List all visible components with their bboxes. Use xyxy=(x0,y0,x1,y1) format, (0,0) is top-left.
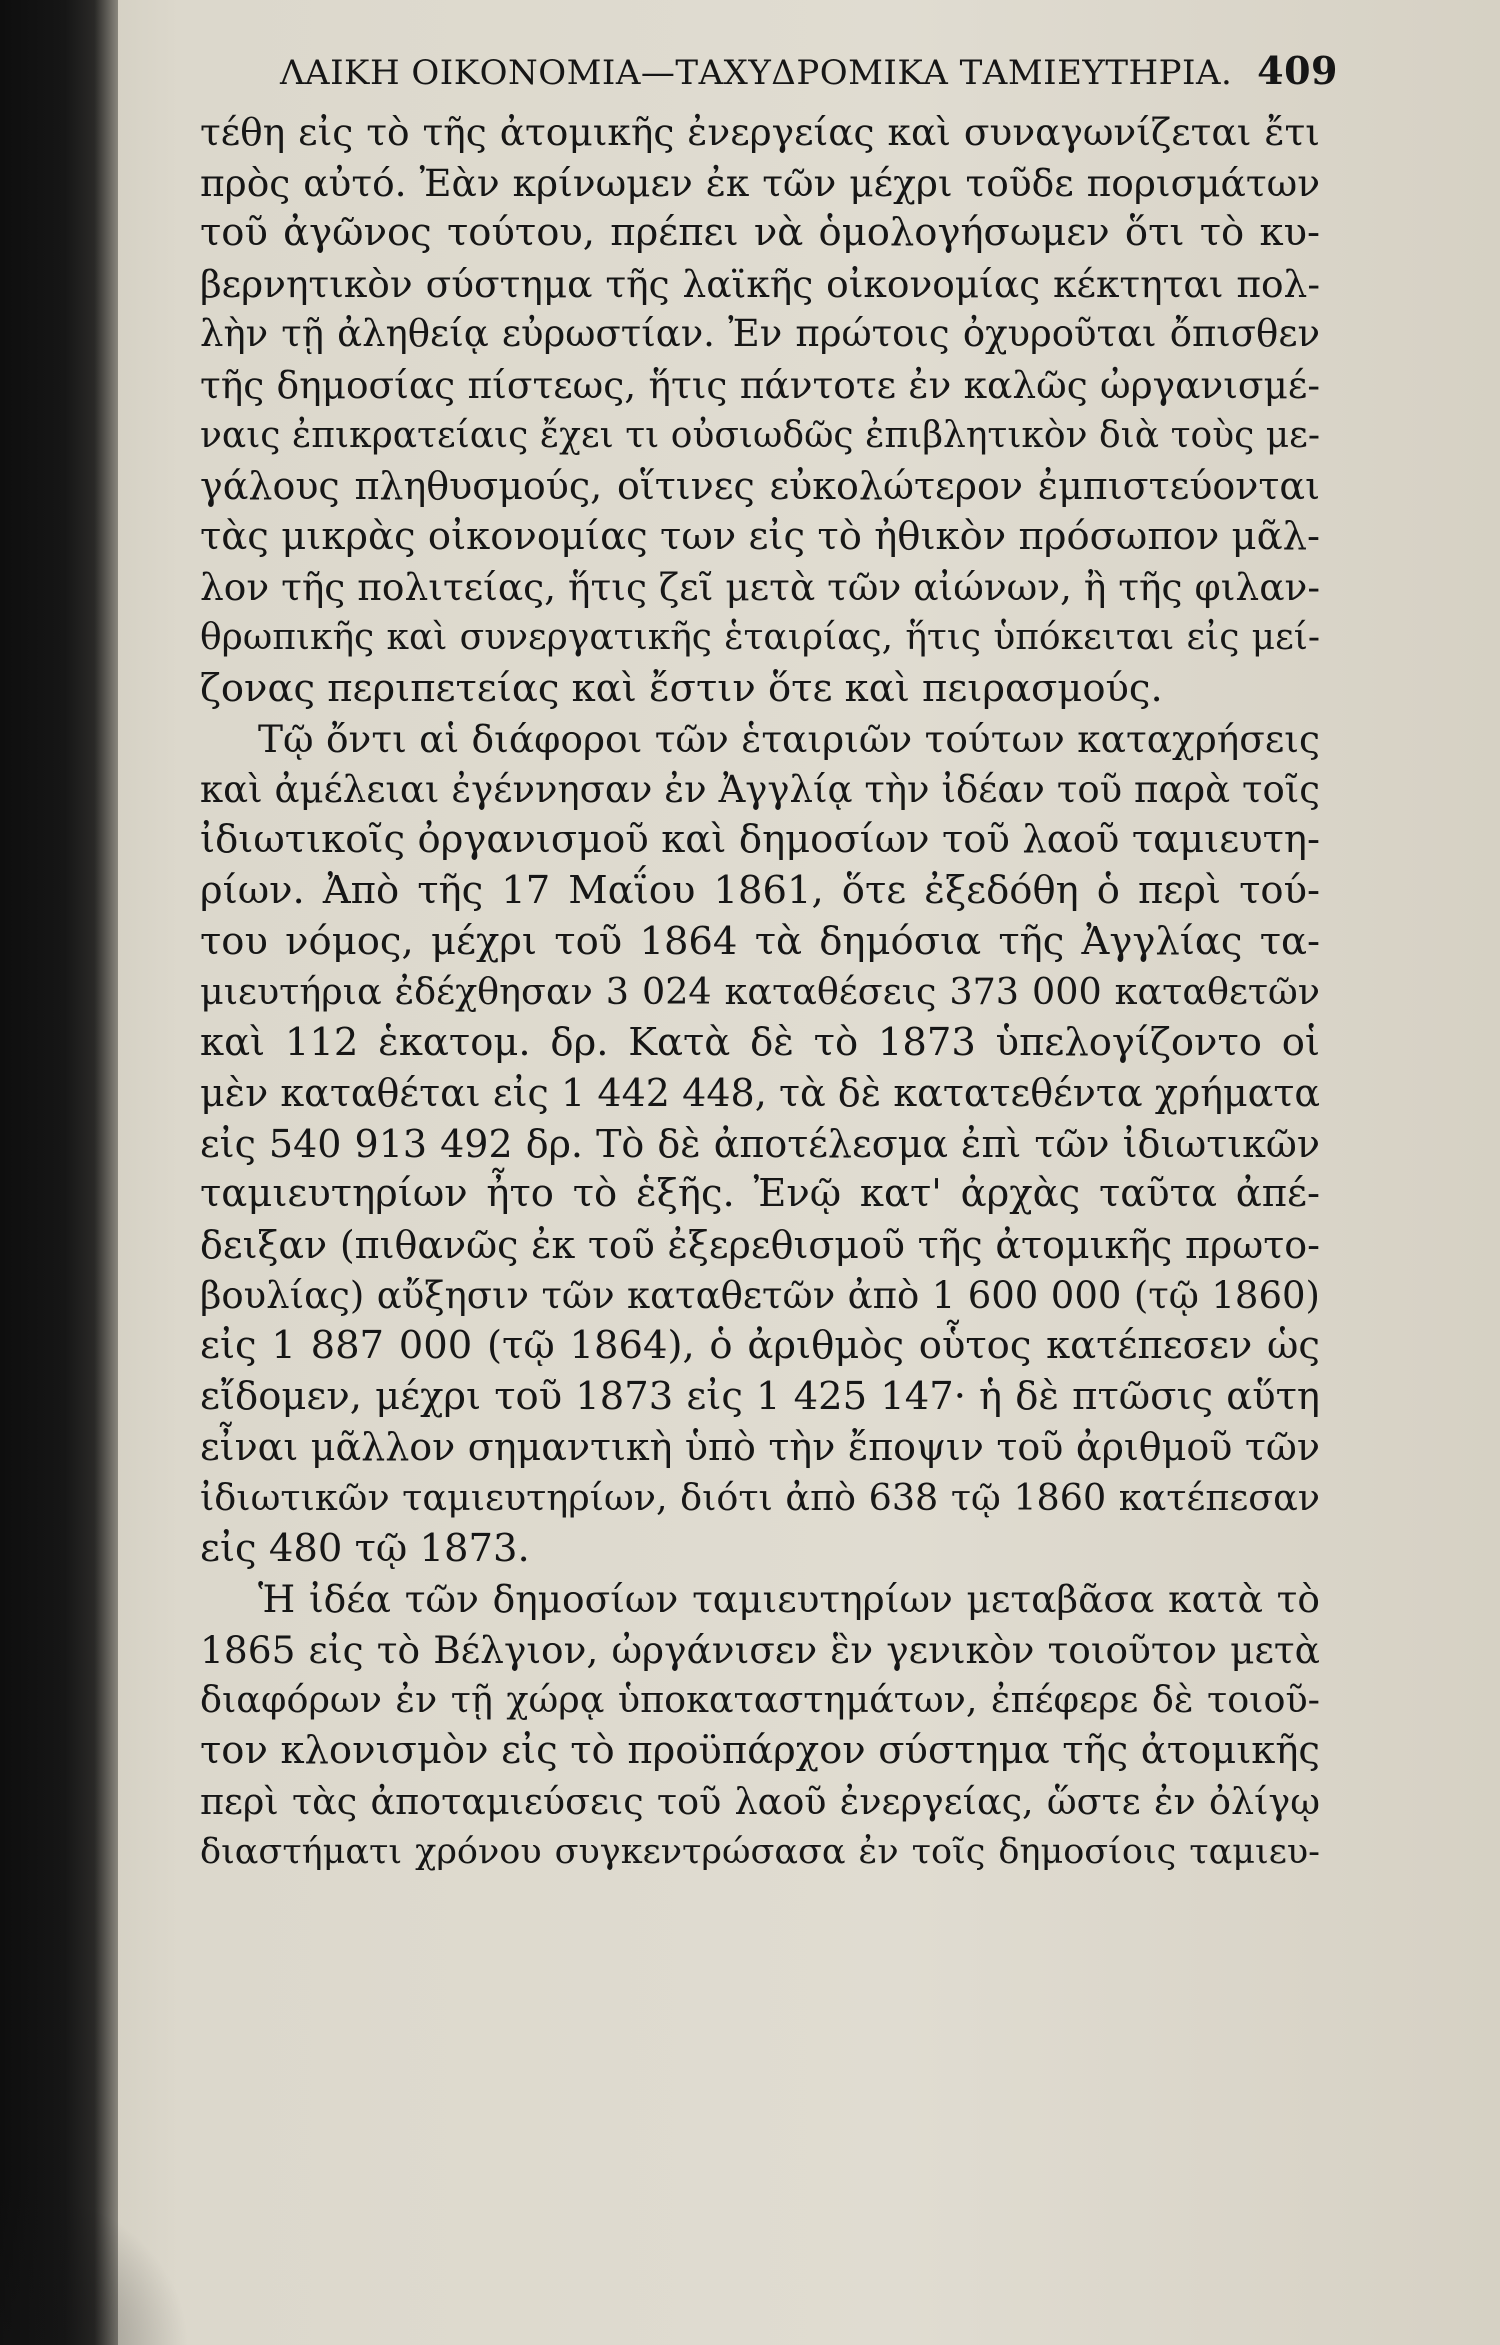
running-header xyxy=(280,48,1338,93)
text-line: διαφόρων ἐν τῇ χώρᾳ ὑποκαταστημάτων, ἐπέφερε δὲ τοιοῦ- xyxy=(200,1678,1320,1722)
running-header-title: ΛΑΙΚΗ ΟΙΚΟΝΟΜΙΑ—ΤΑΧΥΔΡΟΜΙΚΑ ΤΑΜΙΕΥΤΗΡΙΑ. xyxy=(280,53,1233,93)
text-line: εἰς 1 887 000 (τῷ 1864), ὁ ἀριθμὸς οὗτος κατέπεσεν ὡς xyxy=(200,1323,1320,1369)
text-line: 1865 εἰς τὸ Βέλγιον, ὠργάνισεν ἓν γενικὸν τοιοῦτον μετὰ xyxy=(200,1627,1320,1672)
text-line: λον τῆς πολιτείας, ἥτις ζεῖ μετὰ τῶν αἰώνων, ἢ τῆς φιλαν- xyxy=(200,565,1320,610)
paragraph-start-line: Ἡ ἰδέα τῶν δημοσίων ταμιευτηρίων μεταβᾶσα κατὰ τὸ xyxy=(258,1577,1320,1622)
text-line: θρωπικῆς καὶ συνεργατικῆς ἑταιρίας, ἥτις ὑπόκειται εἰς μεί- xyxy=(200,616,1320,658)
paragraph-start-line: Τῷ ὄντι αἱ διάφοροι τῶν ἑταιριῶν τούτων καταχρήσεις xyxy=(258,717,1320,762)
text-line: βερνητικὸν σύστημα τῆς λαϊκῆς οἰκονομίας κέκτηται πολ- xyxy=(200,261,1320,306)
text-line: μιευτήρια ἐδέχθησαν 3 024 καταθέσεις 373 000 καταθετῶν xyxy=(200,970,1320,1014)
text-line: ρίων. Ἀπὸ τῆς 17 Μαΐου 1861, ὅτε ἐξεδόθη ὁ περὶ τού- xyxy=(200,867,1320,913)
text-line: διαστήματι χρόνου συγκεντρώσασα ἐν τοῖς δημοσίοις ταμιευ- xyxy=(200,1832,1320,1873)
text-line: μὲν καταθέται εἰς 1 442 448, τὰ δὲ κατατεθέντα χρήματα xyxy=(200,1071,1320,1116)
text-line: τὰς μικρὰς οἰκονομίας των εἰς τὸ ἠθικὸν πρόσωπον μᾶλ- xyxy=(200,513,1320,559)
text-line: ναις ἐπικρατείαις ἔχει τι οὐσιωδῶς ἐπιβλητικὸν διὰ τοὺς με- xyxy=(200,414,1320,456)
text-line: του νόμος, μέχρι τοῦ 1864 τὰ δημόσια τῆς Ἀγγλίας τα- xyxy=(200,918,1320,964)
page-number: 409 xyxy=(1257,48,1338,93)
text-line: πρὸς αὐτό. Ἐὰν κρίνωμεν ἐκ τῶν μέχρι τοῦδε πορισμάτων xyxy=(200,160,1320,205)
body-text xyxy=(200,107,1320,1878)
text-line: καὶ ἀμέλειαι ἐγέννησαν ἐν Ἀγγλίᾳ τὴν ἰδέαν τοῦ παρὰ τοῖς xyxy=(200,767,1320,811)
page-text-block xyxy=(200,48,1338,1878)
text-line: τον κλονισμὸν εἰς τὸ προϋπάρχον σύστημα τῆς ἀτομικῆς xyxy=(200,1728,1320,1773)
text-line: γάλους πληθυσμούς, οἵτινες εὐκολώτερον ἐμπιστεύονται xyxy=(200,464,1320,509)
page-corner-shadow xyxy=(0,2185,190,2345)
text-line: καὶ 112 ἑκατομ. δρ. Κατὰ δὲ τὸ 1873 ὑπελογίζοντο οἱ xyxy=(200,1019,1320,1065)
text-line: εἴδομεν, μέχρι τοῦ 1873 εἰς 1 425 147· ἡ δὲ πτῶσις αὕτη xyxy=(200,1373,1320,1419)
text-line: εἰς 480 τῷ 1873. xyxy=(200,1525,530,1571)
text-line: εἶναι μᾶλλον σημαντικὴ ὑπὸ τὴν ἔποψιν τοῦ ἀριθμοῦ τῶν xyxy=(200,1425,1320,1470)
text-line: ἰδιωτικοῖς ὀργανισμοῦ καὶ δημοσίων τοῦ λαοῦ ταμιευτη- xyxy=(200,817,1320,863)
text-line: τοῦ ἀγῶνος τούτου, πρέπει νὰ ὁμολογήσωμεν ὅτι τὸ κυ- xyxy=(200,210,1320,256)
text-line: ἰδιωτικῶν ταμιευτηρίων, διότι ἀπὸ 638 τῷ 1860 κατέπεσαν xyxy=(200,1476,1320,1520)
text-line: δειξαν (πιθανῶς ἐκ τοῦ ἐξερεθισμοῦ τῆς ἀτομικῆς πρωτο- xyxy=(200,1223,1320,1268)
text-line: τέθη εἰς τὸ τῆς ἀτομικῆς ἐνεργείας καὶ συναγωνίζεται ἔτι xyxy=(200,110,1320,154)
text-line: βουλίας) αὔξησιν τῶν καταθετῶν ἀπὸ 1 600 000 (τῷ 1860) xyxy=(200,1273,1320,1317)
text-line: ταμιευτηρίων ἦτο τὸ ἑξῆς. Ἐνῷ κατ' ἀρχὰς ταῦτα ἀπέ- xyxy=(200,1171,1320,1217)
text-line: εἰς 540 913 492 δρ. Τὸ δὲ ἀποτέλεσμα ἐπὶ τῶν ἰδιωτικῶν xyxy=(200,1121,1320,1166)
text-line: λὴν τῇ ἀληθείᾳ εὐρωστίαν. Ἐν πρώτοις ὀχυροῦται ὄπισθεν xyxy=(200,312,1320,356)
text-line: ζονας περιπετείας καὶ ἔστιν ὅτε καὶ πειρασμούς. xyxy=(200,665,1163,711)
text-line: περὶ τὰς ἀποταμιεύσεις τοῦ λαοῦ ἐνεργείας, ὥστε ἐν ὀλίγῳ xyxy=(200,1779,1320,1823)
book-spine-shadow xyxy=(0,0,118,2345)
text-line: τῆς δημοσίας πίστεως, ἥτις πάντοτε ἐν καλῶς ὠργανισμέ- xyxy=(200,362,1320,407)
